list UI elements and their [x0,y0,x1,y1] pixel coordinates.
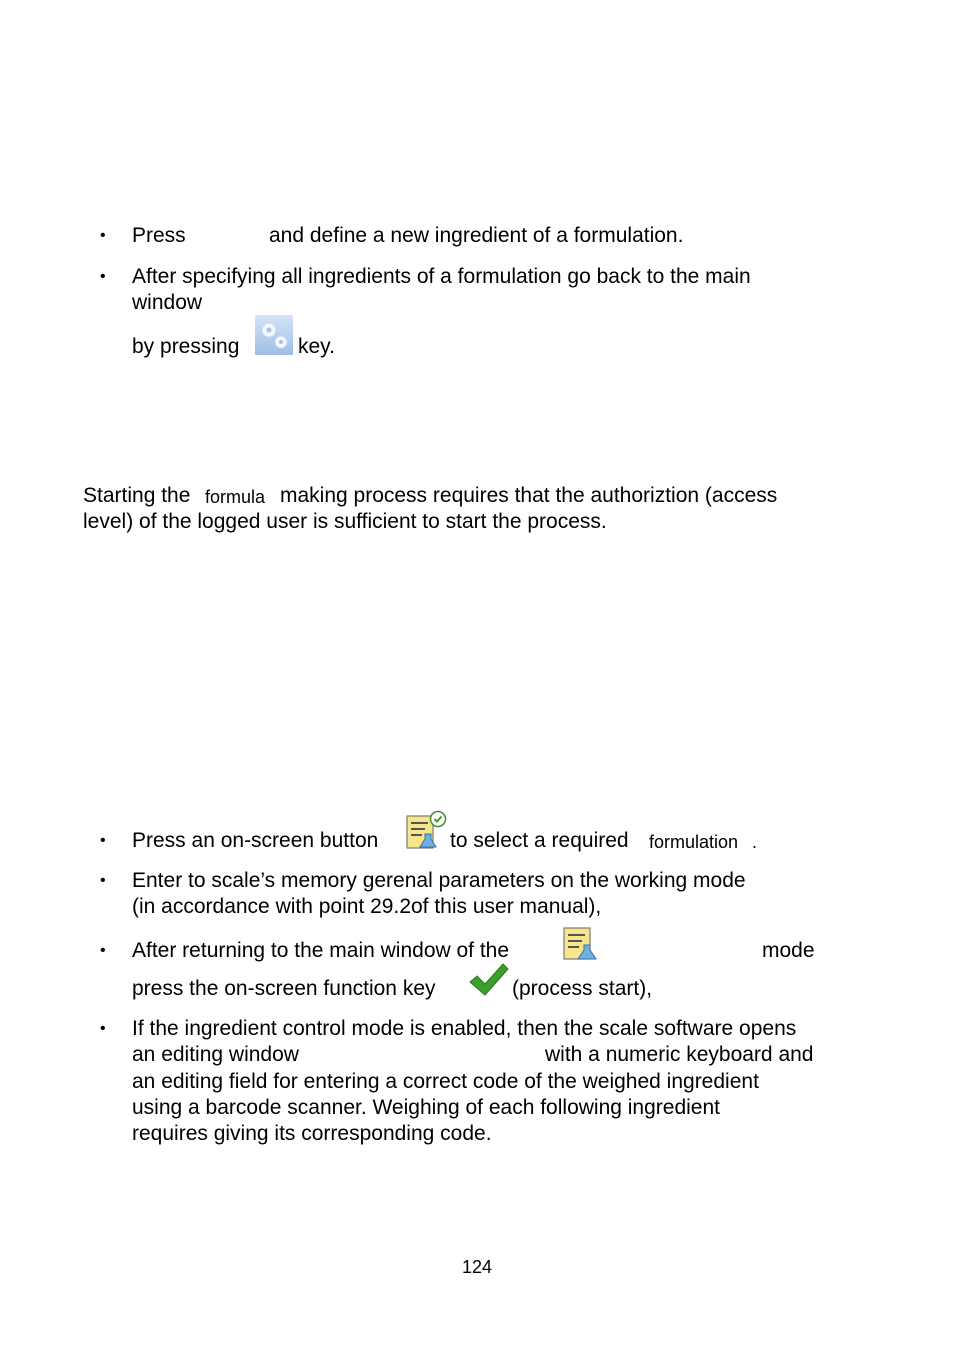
s2-bullet1-pre: Press an on-screen button [132,829,379,852]
s2-bullet3-line1-post: mode [762,939,815,962]
bullet-marker: • [100,942,106,959]
formulation-select-icon [405,810,447,856]
page-number: 124 [461,1257,493,1277]
s2-bullet2-line1: Enter to scale’s memory gerenal parameters on the working mode [132,869,746,892]
paragraph-line1-post: making process requires that the authoriztion (access [280,484,778,507]
bullet1-press: Press [132,224,186,247]
checkmark-icon [467,963,509,1005]
gears-icon [255,315,293,361]
s2-bullet2-line2: (in accordance with point 29.2of this user manual), [132,895,602,918]
bullet2-line1: After specifying all ingredients of a formulation go back to the main [132,265,751,288]
formulation-mode-icon [562,925,600,967]
s2-bullet3-line2-pre: press the on-screen function key [132,977,436,1000]
bullet-marker: • [100,832,106,849]
paragraph-line1-small: formula [205,487,266,507]
bullet-marker: • [100,872,106,889]
bullet2-line3-post: key. [298,335,335,358]
paragraph-line2: level) of the logged user is sufficient to start the process. [83,510,607,533]
s2-bullet4-line3: an editing field for entering a correct code of the weighed ingredient [132,1070,759,1093]
bullet-marker: • [100,268,106,285]
bullet2-line2: window [132,291,203,314]
paragraph-line1-pre: Starting the [83,484,191,507]
bullet1-text: and define a new ingredient of a formulation. [269,224,684,247]
s2-bullet1-small: formulation [649,832,739,852]
bullet2-line3-pre: by pressing [132,335,240,358]
s2-bullet1-post: to select a required [450,829,629,852]
s2-bullet4-line4: using a barcode scanner. Weighing of each following ingredient [132,1096,720,1119]
s2-bullet3-line1-pre: After returning to the main window of the [132,939,510,962]
s2-bullet4-line1: If the ingredient control mode is enabled, then the scale software opens [132,1017,797,1040]
bullet-marker: • [100,227,106,244]
s2-bullet3-line2-post: (process start), [512,977,653,1000]
s2-bullet4-line2-post: with a numeric keyboard and [545,1043,814,1066]
s2-bullet1-end: . [752,832,758,852]
s2-bullet4-line5: requires giving its corresponding code. [132,1122,492,1145]
bullet-marker: • [100,1020,106,1037]
s2-bullet4-line2-pre: an editing window [132,1043,299,1066]
